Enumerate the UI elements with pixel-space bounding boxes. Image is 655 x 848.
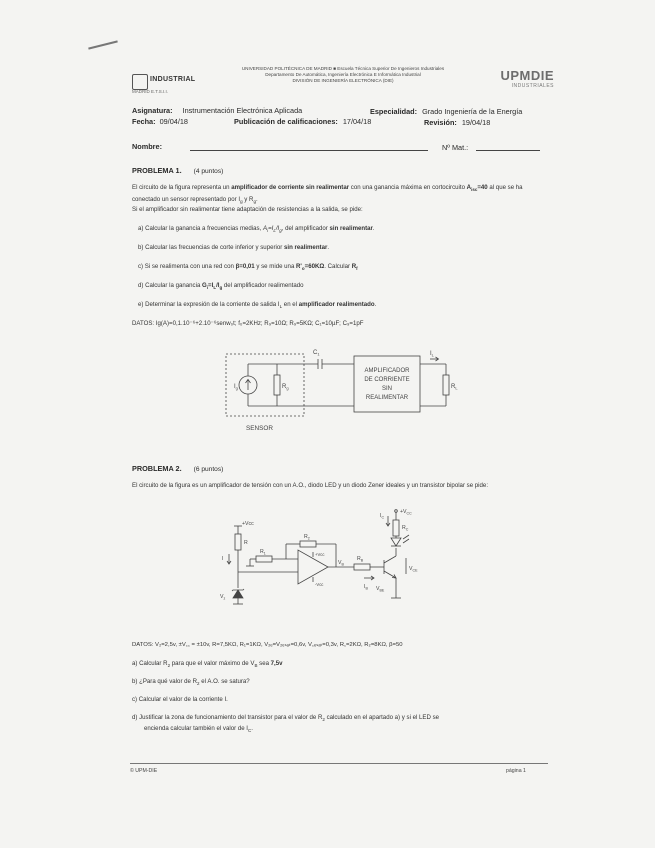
problem2-item-a (132, 660, 283, 668)
p1e-pre: e) Determinar la expresión de la corriente de salida I (138, 301, 280, 308)
resistor-rl (443, 375, 449, 395)
nmat-row (442, 143, 468, 152)
label-rc (402, 525, 409, 532)
p1a-post: , del amplificador (281, 225, 330, 232)
label-ic-main: I (380, 513, 382, 519)
circuit1-diagram (218, 342, 458, 438)
p1d-g: G (202, 282, 207, 289)
label-r2 (304, 534, 310, 541)
etsii-logo (132, 74, 204, 96)
amp-line-3: SIN (381, 386, 393, 392)
label-rb-main: R (357, 556, 361, 562)
p1c-beta: β=0,01 (235, 263, 255, 270)
label-vb-sub: B (341, 562, 344, 567)
problem2-title-text: PROBLEMA 2. (132, 464, 182, 473)
label-rl (451, 384, 458, 391)
university-line-2: Departamento De Automática, Ingeniería Electrónica E Informática Industrial (265, 72, 421, 77)
label-vbe-sub: BE (379, 588, 385, 593)
p1e-sub: L (279, 304, 283, 310)
problem1-item-b (138, 244, 329, 251)
p2a-vb-sub: B (254, 663, 258, 669)
p1a-ai (263, 225, 282, 232)
label-ic (380, 513, 384, 520)
led-emission-2 (403, 539, 409, 543)
nmat-field[interactable] (476, 150, 540, 151)
label-c1 (313, 350, 320, 357)
revision-label: Revisión: (424, 118, 457, 127)
vcc-right-terminal (395, 510, 398, 513)
university-lines (228, 66, 458, 84)
label-rl-sub: L (455, 385, 458, 391)
label-rg-main: R (282, 384, 287, 390)
university-line-1: UNIVERSIDAD POLITÉCNICA DE MADRID ■ Escuela Técnica Superior De Ingenieros Industriales (241, 66, 445, 71)
p1-intro-f: al que se ha conectado un sensor representado por I (132, 184, 523, 203)
label-ig-main: I (234, 384, 236, 390)
label-r1-sub: 1 (263, 551, 266, 556)
p1d-post: del amplificador realimentado (222, 282, 304, 289)
p1e-bold: amplificador realimentado (298, 301, 375, 308)
label-vbe-main: V (376, 586, 380, 592)
p1d-pre: d) Calcular la ganancia (138, 282, 203, 289)
p1c-r2: =60KΩ (304, 263, 325, 270)
amp-line-1: AMPLIFICADOR (364, 368, 410, 374)
fecha-label: Fecha: (132, 117, 156, 126)
crest-icon (132, 74, 148, 90)
footer-divider (130, 763, 548, 764)
p2a-pre: a) Calcular R (132, 660, 168, 667)
p1b-pre: b) Calcular las frecuencias de corte inferior y superior (138, 244, 284, 251)
amplifier-box (354, 356, 420, 412)
label-il-sub: L (431, 352, 434, 358)
p2a-sub: 2 (167, 663, 171, 669)
p2d2-pre: encienda calcular también el valor de I (144, 725, 248, 732)
publicacion-label: Publicación de calificaciones: (234, 117, 338, 126)
problem1-intro2: Si el amplificador sin realimentar tiene adaptación de resistencias a la salida, se pide: (132, 206, 363, 213)
label-ic-sub: C (381, 515, 385, 520)
upmdie-logo-sub: INDUSTRIALES (511, 83, 554, 89)
asignatura-row (132, 106, 302, 115)
p1d-g2-sub: L (213, 285, 217, 291)
problem1-points: (4 puntos) (193, 168, 224, 175)
label-ig (234, 384, 238, 391)
p1a-mid3: /I (275, 225, 280, 232)
p1a-mid3-sub: g (279, 228, 282, 234)
label-rc-sub: C (405, 527, 409, 532)
problem2-points: (6 puntos) (193, 466, 224, 473)
p1-intro-c: con una ganancia máxima en cortocircuito (349, 184, 467, 191)
led-diode (391, 538, 401, 546)
p2b-pre: b) ¿Para qué valor de R (132, 678, 198, 685)
label-vcc-left: +Vcc (242, 521, 254, 527)
label-ib-main: I (364, 584, 366, 590)
resistor-rb (354, 564, 370, 570)
upmdie-logo-text: UPMDIE (500, 68, 554, 83)
label-vce-sub: CE (412, 568, 418, 573)
amp-line-4: REALIMENTAR (365, 395, 409, 401)
p1c-r-sub: o (301, 266, 305, 272)
nombre-label: Nombre: (132, 142, 162, 151)
p1c-pre: c) Si se realimenta con una red con (138, 263, 236, 270)
fecha-row (132, 117, 188, 126)
problem1-item-c (138, 263, 358, 271)
p1b-end: . (327, 244, 330, 251)
label-vcc-right-main: +V (400, 509, 407, 515)
p2d1-post: calculado en el apartado a) y si el LED se (324, 714, 440, 721)
p1c-rf-wrap (352, 263, 358, 270)
label-ao-pos: +Vcc (315, 552, 325, 557)
p1-intro-d: A (466, 184, 472, 191)
revision-row (424, 118, 490, 127)
publicacion-value: 17/04/18 (342, 117, 372, 126)
label-vb (338, 560, 344, 567)
resistor-rc (393, 520, 399, 536)
circuit2-diagram (200, 508, 440, 618)
p1c-r: R' (296, 263, 302, 270)
resistor-r1 (256, 556, 272, 562)
label-vz-main: V (220, 594, 224, 600)
p2d1-sub: 2 (322, 717, 325, 723)
logo-name: INDUSTRIAL (150, 76, 196, 83)
p1-intro-aisc (467, 184, 488, 191)
label-il-main: I (430, 351, 432, 357)
p1-intro-f-sub: g (240, 198, 243, 204)
problem1-item-e (138, 301, 376, 309)
problem2-item-d-line1 (132, 714, 439, 722)
label-vcc-right (400, 509, 412, 516)
exam-page (108, 52, 554, 792)
p1d-g3: /I (216, 282, 220, 289)
p1c-post: . Calcular (324, 263, 352, 270)
p1d-g3-sub: g (219, 285, 223, 291)
p1-intro-a: El circuito de la figura representa un (132, 184, 232, 191)
problem2-item-c: c) Calcular el valor de la corriente I. (132, 696, 228, 703)
p1-intro-g-sub: g (253, 198, 256, 204)
label-vbe (376, 586, 385, 593)
p1c-ro (296, 263, 324, 270)
p1a-mid2-sub: L (273, 228, 276, 234)
label-r2-main: R (304, 534, 308, 540)
footer-copyright: © UPM-DIE (130, 768, 158, 774)
label-vz (220, 594, 225, 601)
p2a-val: 7,5v (270, 660, 283, 667)
p1c-rf-sub: f (356, 266, 358, 272)
problem1-item-d (138, 282, 304, 290)
fecha-value: 09/04/18 (159, 117, 188, 126)
p1-intro-d-sub: isc (471, 187, 478, 193)
label-c1-main: C (313, 350, 318, 356)
p1-intro-h: . (255, 195, 258, 203)
label-sensor: SENSOR (246, 425, 273, 432)
label-rg-sub: g (286, 385, 289, 391)
label-c1-sub: 1 (317, 351, 320, 357)
p1d-g-sub: i (206, 285, 209, 291)
revision-value: 19/04/18 (461, 118, 491, 127)
header (132, 64, 554, 100)
p1d-gi (202, 282, 222, 289)
resistor-r2 (300, 541, 316, 547)
p2d2-post: . (251, 725, 253, 732)
resistor-rg (274, 375, 280, 395)
label-rb-sub: B (360, 558, 364, 563)
label-rg (282, 384, 289, 391)
problem2-item-b (132, 678, 250, 686)
label-rb (357, 556, 364, 563)
p1a-mid: A (263, 225, 268, 232)
resistor-r (235, 534, 241, 550)
p1-intro-g: y R (242, 195, 254, 203)
p2b-sub: 2 (197, 681, 200, 687)
amp-line-2: DE CORRIENTE (364, 377, 410, 383)
p2a-post: sea (257, 660, 271, 667)
asignatura-value: Instrumentación Electrónica Aplicada (182, 106, 303, 115)
label-rl-main: R (451, 384, 456, 390)
p1-intro-e: =40 (477, 184, 488, 191)
label-ao-neg: -Vcc (315, 582, 324, 587)
problem1-intro (132, 183, 552, 206)
logo-sub: MADRID E.T.S.I.I. (132, 89, 169, 94)
asignatura-label: Asignatura: (132, 106, 173, 115)
label-rc-main: R (402, 525, 406, 531)
pencil-mark (88, 40, 118, 49)
problem2-intro: El circuito de la figura es un amplificador de tensión con un A.O., diodo LED y un diodo Zener ideales y un transistor bipolar se pide: (132, 482, 489, 489)
p2b-post: el A.O. se satura? (199, 678, 250, 685)
label-r: R (244, 540, 248, 546)
label-vb-main: V (338, 560, 342, 566)
label-ib-sub: B (365, 586, 368, 591)
label-r1 (260, 549, 266, 556)
p1c-mid: y se mide una (254, 263, 297, 270)
problem1-title (132, 166, 223, 175)
label-vce (409, 566, 418, 573)
label-il (430, 351, 435, 358)
problem2-item-d-line2 (144, 725, 253, 733)
p2d1-pre: d) Justificar la zona de funcionamiento del transistor para el valor de R (132, 714, 323, 721)
label-ib (364, 584, 368, 591)
label-r1-main: R (260, 549, 264, 555)
p1e-end: . (374, 301, 377, 308)
label-ig-sub: g (235, 385, 238, 391)
footer-page-number: página 1 (506, 768, 526, 774)
p1b-bold: sin realimentar (283, 244, 328, 251)
p2d2-sub: C (248, 728, 252, 734)
p2a-mid: para que el valor máximo de (170, 660, 251, 667)
p1e-mid: en el (282, 301, 299, 308)
upmdie-logo (494, 68, 554, 89)
zener-diode (233, 590, 243, 598)
transistor-collector (384, 556, 396, 563)
led-emission-1 (403, 535, 409, 539)
especialidad-value: Grado Ingeniería de la Energía (422, 107, 523, 116)
p1a-pre: a) Calcular la ganancia a frecuencias medias, (138, 225, 263, 232)
label-vz-sub: z (223, 596, 226, 601)
p1a-end: . (372, 225, 375, 232)
p1-intro-b: amplificador de corriente sin realimentar (231, 184, 350, 191)
especialidad-row (370, 107, 522, 116)
university-line-3: DIVISIÓN DE INGENIERÍA ELECTRÓNICA (DIE) (292, 78, 394, 83)
problem2-datos: DATOS: V₂=2,5v, ±V꜀꜀ = ±10v, R=7,5KΩ, R₁=1KΩ, V₂ₑ=V₂ₑₛₐₜ=0,6v, V꜀ₑₛₐₜ=0,3v, R꜀=2KΩ, R₂=8KΩ, β=50 (132, 642, 403, 648)
label-vcc-right-sub: CC (406, 511, 412, 516)
p1a-mid-sub: i (267, 228, 269, 234)
problem1-datos: DATOS: Ig(A)=0,1.10⁻⁶+2.10⁻⁶senw₀t; f₀=2KHz; R₉=10Ω; R₉=5KΩ; C₁=10µF; C₉=1pF (132, 320, 364, 327)
label-i: I (222, 556, 224, 562)
p1d-g2: =I (208, 282, 214, 289)
especialidad-label: Especialidad: (370, 107, 418, 116)
publicacion-row (234, 117, 371, 126)
p1c-rf: R (351, 263, 357, 270)
p1a-bold: sin realimentar (329, 225, 373, 232)
problem1-title-text: PROBLEMA 1. (132, 166, 182, 175)
problem2-title (132, 464, 223, 473)
problem1-item-a (138, 225, 375, 233)
label-vce-main: V (409, 566, 413, 572)
nombre-row (132, 142, 162, 151)
p2a-vb: V (250, 660, 255, 667)
label-r2-sub: 2 (307, 536, 310, 541)
nmat-label: Nº Mat.: (442, 143, 469, 152)
nombre-field[interactable] (190, 150, 428, 151)
p1a-mid2: =I (268, 225, 274, 232)
